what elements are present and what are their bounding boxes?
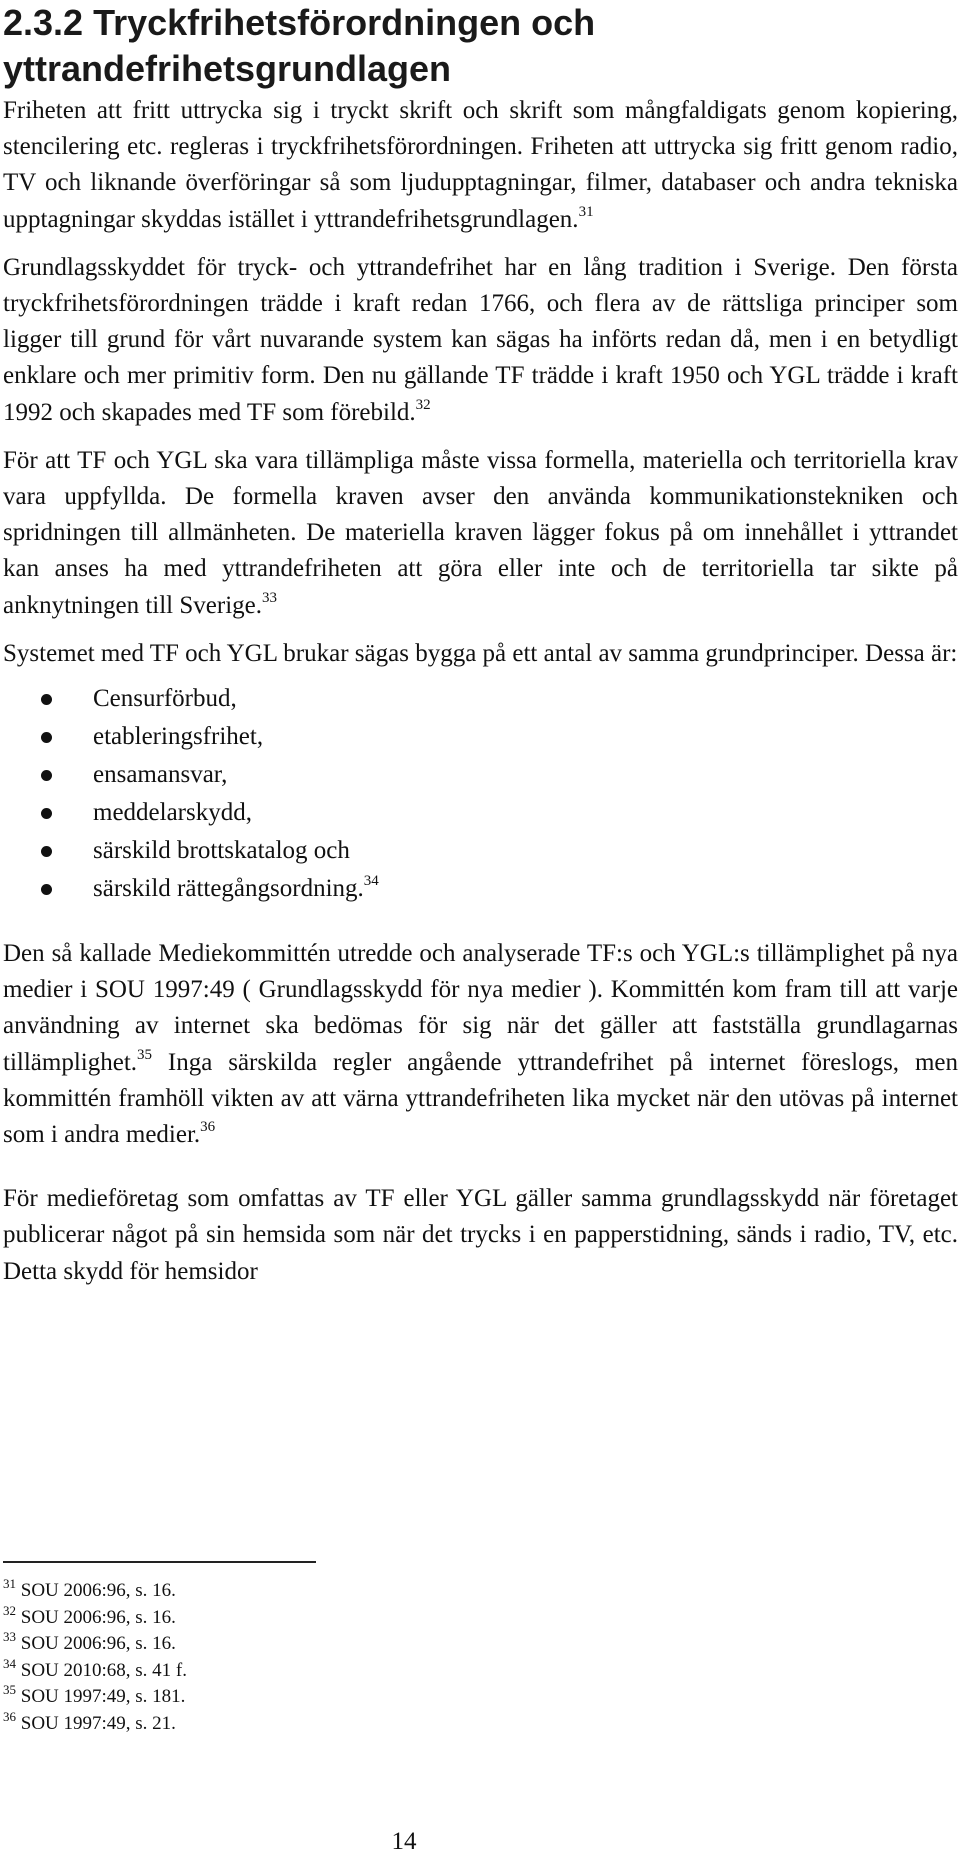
footnote-ref: 34 <box>363 873 379 890</box>
footnote-ref: 36 <box>200 1119 216 1136</box>
list-item: ensamansvar, <box>3 756 958 794</box>
list-item: särskild brottskatalog och <box>3 832 958 870</box>
footnote-ref: 35 <box>137 1046 153 1063</box>
bullet-icon <box>41 884 52 895</box>
footnote-item: $^{34}$ SOU 2010:68, s. 41 f. <box>3 1655 188 1681</box>
bullet-icon <box>41 732 52 743</box>
paragraph-tf-ygl-intro: Friheten att fritt uttrycka sig i tryckt skrift och skrift som mångfaldigats genom kopiering, stencilering etc. regleras i tryckfrihetsförordningen. Friheten att uttrycka sig fritt genom radio, TV och liknande överföringar så som ljudupptagningar, filmer, databaser och andra tekniska upptagningar skyddas istället i yttrandefrihetsgrundlagen.$^{31}$ <box>3 97 958 233</box>
footnote-item: $^{35}$ SOU 1997:49, s. 181. <box>3 1682 186 1708</box>
list-item: särskild rättegångsordning.$^{34}$ <box>3 870 958 908</box>
paragraph-requirements: För att TF och YGL ska vara tillämpliga måste vissa formella, materiella och territoriella krav vara uppfyllda. De formella kraven avser den använda kommunikationstekniken och spridningen till allmänheten. De materiella kraven lägger fokus på om innehållet i yttrandet kan anses ha med yttrandefriheten att göra eller inte och de territoriella tar sikte på anknytningen till Sverige.$^{33}$ <box>3 446 958 619</box>
footnote-item: $^{33}$ SOU 2006:96, s. 16. <box>3 1629 176 1655</box>
section-heading: 2.3.2 Tryckfrihetsförordningen och yttrandefrihetsgrundlagen <box>3 2 596 89</box>
footnotes <box>3 1578 187 1738</box>
paragraph-medieforetag: För medieföretag som omfattas av TF eller YGL gäller samma grundlagsskydd när företaget publicerar något på sin hemsida som när det trycks i en papperstidning, sänds i radio, TV, etc. Detta skydd för hemsidor <box>3 1185 958 1285</box>
list-item: Censurförbud, <box>3 680 958 718</box>
paragraph-principles: Systemet med TF och YGL brukar sägas bygga på ett antal av samma grundprinciper. Dessa är: <box>3 639 958 667</box>
footnote-ref: 31 <box>578 203 594 220</box>
list-item: etableringsfrihet, <box>3 718 958 756</box>
footnote-item: $^{31}$ SOU 2006:96, s. 16. <box>3 1576 176 1601</box>
body-text <box>3 93 958 1290</box>
footnote-item: $^{36}$ SOU 1997:49, s. 21. <box>3 1708 176 1734</box>
list-item: meddelarskydd, <box>3 794 958 832</box>
footnote-item: $^{32}$ SOU 2006:96, s. 16. <box>3 1602 176 1628</box>
bullet-icon <box>41 694 52 705</box>
bullet-icon <box>41 846 52 857</box>
bullet-icon <box>41 808 52 819</box>
paragraph-mediekommitten: Den så kallade Mediekommittén utredde och analyserade TF:s och YGL:s tillämplighet på nya medier i SOU 1997:49 ( Grundlagsskydd för nya medier ). Kommittén kom fram till att varje användning av internet ska bedömas för sig när det gäller att fastställa grundlagarnas tillämplighet.$^{35}$ Inga särskilda regler angående yttrandefrihet på internet föreslogs, men kommittén framhöll vikten av att värna yttrandefriheten lika mycket när den utövas på internet som i andra medier.$^{36}$ <box>3 940 958 1149</box>
paragraph-tradition: Grundlagsskyddet för tryck- och yttrandefrihet har en lång tradition i Sverige. Den första tryckfrihetsförordningen trädde i kraft redan 1766, och flera av de rättsliga principer som ligger till grund för vårt nuvarande system kan sägas ha införts redan då, men i en betydligt enklare och mer primitiv form. Den nu gällande TF trädde i kraft 1950 och YGL trädde i kraft 1992 och skapades med TF som förebild.$^{32}$ <box>3 253 958 426</box>
page-number: 14 <box>391 1828 417 1855</box>
footnote-ref: 33 <box>261 589 277 606</box>
bullet-icon <box>41 770 52 781</box>
footnote-divider <box>3 1561 316 1563</box>
principles-list <box>3 680 958 908</box>
footnote-ref: 32 <box>415 396 431 413</box>
